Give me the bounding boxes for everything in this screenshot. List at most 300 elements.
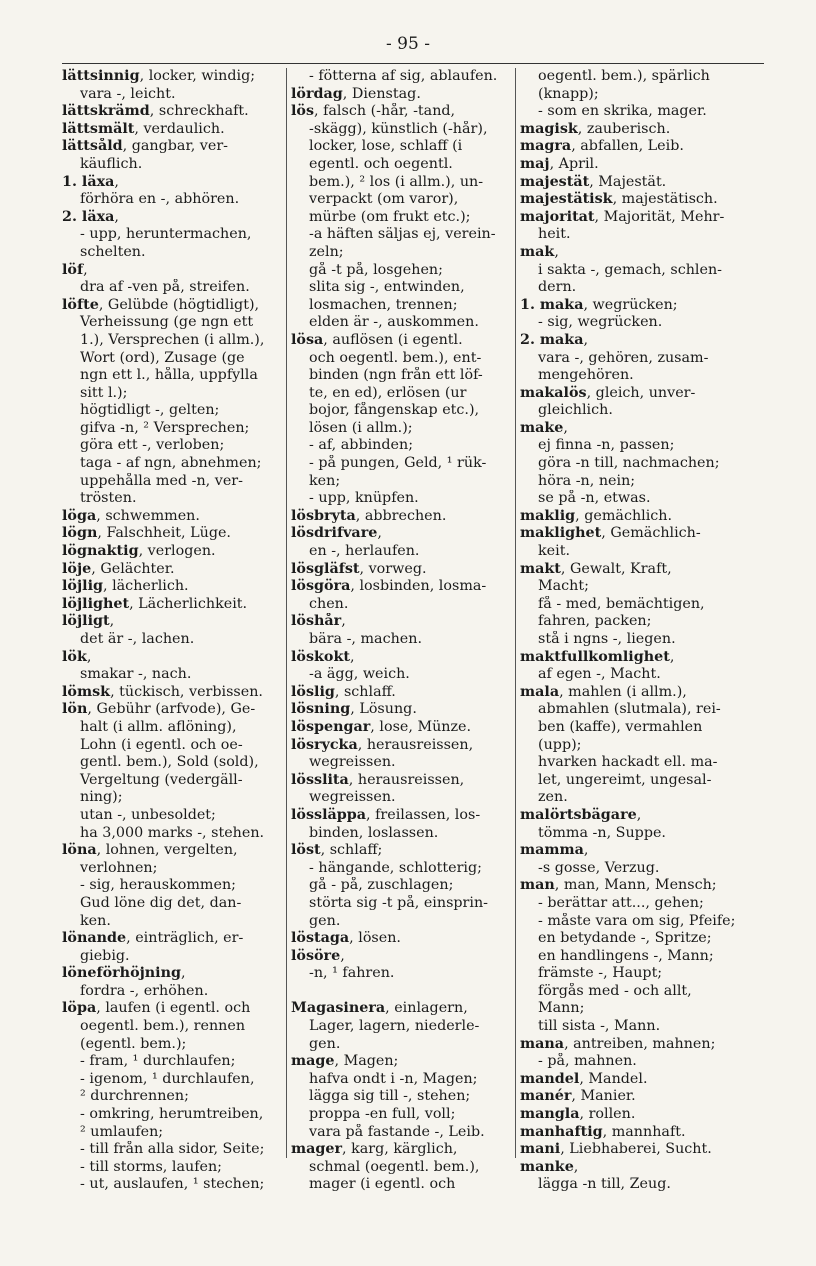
entry-continuation-line: oegentl. bem.), rennen bbox=[80, 1018, 246, 1035]
entry-continuation-line: - af, abbinden; bbox=[309, 437, 414, 454]
definition: , bbox=[83, 261, 88, 278]
entry-continuation-line: ² umlaufen; bbox=[80, 1123, 164, 1140]
entry-continuation-line: losmachen, trennen; bbox=[309, 296, 458, 313]
definition: , Manier. bbox=[571, 1088, 636, 1105]
headword: löje bbox=[62, 560, 92, 577]
entry-continuation-line: förhöra en -, abhören. bbox=[80, 191, 240, 208]
definition: , lohnen, vergelten, bbox=[96, 842, 238, 859]
headword: 1. läxa bbox=[62, 173, 115, 190]
entry-headword-line bbox=[291, 948, 513, 966]
headword: löjlighet bbox=[62, 595, 130, 612]
entry-continuation-line: wegreissen. bbox=[309, 754, 396, 771]
column-separator bbox=[515, 68, 516, 1158]
headword: Magasinera bbox=[291, 1000, 386, 1017]
headword: make bbox=[520, 419, 564, 436]
entry-headword-line bbox=[520, 508, 768, 526]
entry-continuation-line: oegentl. bem.), spärlich bbox=[538, 68, 710, 84]
entry-continuation-line: -n, ¹ fahren. bbox=[309, 965, 395, 982]
entry-headword-line bbox=[62, 930, 282, 948]
entry-headword-line bbox=[62, 262, 282, 280]
entry-continuation-line: gå - på, zuschlagen; bbox=[309, 877, 454, 894]
definition: , antreiben, mahnen; bbox=[564, 1035, 716, 1052]
definition: , gleich, unver- bbox=[586, 384, 696, 401]
entry-headword-line bbox=[291, 772, 513, 790]
definition: , schwemmen. bbox=[96, 507, 200, 524]
headword: löfte bbox=[62, 296, 99, 313]
entry-headword-line bbox=[62, 842, 282, 860]
entry-continuation-line: -a häften säljas ej, verein- bbox=[309, 226, 496, 243]
headword: maklig bbox=[520, 507, 576, 524]
entry-continuation-line: gentl. bem.), Sold (sold), bbox=[80, 754, 259, 771]
entry-continuation-line: halt (i allm. aflöning), bbox=[80, 718, 237, 735]
headword: lösdrifvare bbox=[291, 525, 378, 542]
definition: , einträglich, er- bbox=[126, 930, 244, 947]
definition: , schlaff. bbox=[334, 683, 396, 700]
entry-continuation-line: bem.), ² los (i allm.), un- bbox=[309, 173, 484, 190]
headword: manér bbox=[520, 1088, 572, 1105]
headword: lättsinnig bbox=[62, 68, 140, 84]
entry-continuation-line: (knapp); bbox=[538, 85, 599, 102]
entry-headword-line bbox=[62, 103, 282, 121]
headword: löjlig bbox=[62, 578, 103, 595]
definition: , Majestät. bbox=[589, 173, 667, 190]
entry-continuation-line: ha 3,000 marks -, stehen. bbox=[80, 824, 265, 841]
definition: , bbox=[583, 331, 589, 348]
definition: , bbox=[341, 613, 346, 630]
entry-headword-line bbox=[291, 578, 513, 596]
entry-headword-line bbox=[520, 1124, 768, 1142]
definition: , bbox=[349, 648, 355, 665]
definition: , zauberisch. bbox=[577, 120, 671, 137]
entry-continuation-line: ² durchrennen; bbox=[80, 1088, 189, 1105]
headword: mana bbox=[520, 1035, 565, 1052]
entry-continuation-line: - upp, knüpfen. bbox=[309, 490, 419, 507]
definition: , mannhaft. bbox=[602, 1123, 686, 1140]
entry-continuation-line: chen. bbox=[309, 595, 349, 612]
definition: , verdaulich. bbox=[134, 120, 225, 137]
entry-continuation-line: Mann; bbox=[538, 1000, 585, 1017]
headword: lättskrämd bbox=[62, 103, 150, 120]
entry-continuation-line: giebig. bbox=[80, 947, 130, 964]
definition: , bbox=[563, 419, 568, 436]
definition: , mahlen (i allm.), bbox=[559, 683, 687, 700]
headword: mage bbox=[291, 1053, 335, 1070]
entry-continuation-line: - upp, heruntermachen, bbox=[80, 226, 252, 243]
entry-continuation-line: se på -n, etwas. bbox=[538, 490, 651, 507]
entry-continuation-line: hvarken hackadt ell. ma- bbox=[538, 754, 718, 771]
entry-headword-line bbox=[291, 332, 513, 350]
headword: lössläppa bbox=[291, 806, 367, 823]
entry-continuation-line: - omkring, herumtreiben, bbox=[80, 1106, 264, 1123]
entry-headword-line bbox=[62, 121, 282, 139]
entry-continuation-line: ej finna -n, passen; bbox=[538, 437, 675, 454]
entry-continuation-line: zeln; bbox=[309, 243, 344, 260]
definition: , locker, windig; bbox=[139, 68, 256, 84]
entry-continuation-line: gå -t på, losgehen; bbox=[309, 261, 443, 278]
definition: , rollen. bbox=[579, 1106, 636, 1123]
entry-continuation-line: - sig, herauskommen; bbox=[80, 877, 236, 894]
entry-continuation-line: te, en ed), erlösen (ur bbox=[309, 384, 467, 401]
definition: , laufen (i egentl. och bbox=[96, 1000, 251, 1017]
entry-headword-line bbox=[62, 138, 282, 156]
definition: , abbrechen. bbox=[355, 507, 447, 524]
entry-continuation-line: Vergeltung (vedergäll- bbox=[80, 771, 243, 788]
entry-continuation-line: mager (i egentl. och bbox=[309, 1176, 456, 1193]
entry-continuation-line: - på, mahnen. bbox=[538, 1053, 637, 1070]
headword: malörtsbägare bbox=[520, 806, 637, 823]
headword: manke bbox=[520, 1158, 574, 1175]
definition: , bbox=[583, 842, 589, 859]
definition: , Falschheit, Lüge. bbox=[97, 525, 231, 542]
entry-continuation-line: smakar -, nach. bbox=[80, 666, 192, 683]
definition: , Gemächlich- bbox=[601, 525, 701, 542]
headword: löjligt bbox=[62, 613, 110, 630]
definition: , bbox=[114, 208, 119, 225]
entry-continuation-line: -a ägg, weich. bbox=[309, 666, 410, 683]
entry-headword-line bbox=[291, 1141, 513, 1159]
headword: mandel bbox=[520, 1070, 580, 1087]
column-separator bbox=[286, 68, 287, 1158]
entry-continuation-line: - måste vara om sig, Pfeife; bbox=[538, 912, 736, 929]
entry-continuation-line: ken. bbox=[80, 912, 111, 929]
entry-continuation-line: - fötterna af sig, ablaufen. bbox=[309, 68, 498, 84]
definition: , karg, kärglich, bbox=[342, 1141, 458, 1158]
headword: löstaga bbox=[291, 930, 350, 947]
headword: man bbox=[520, 877, 555, 894]
entry-continuation-line: lägga sig till -, stehen; bbox=[309, 1088, 471, 1105]
entry-headword-line bbox=[62, 596, 282, 614]
headword: majestät bbox=[520, 173, 590, 190]
entry-headword-line bbox=[520, 1159, 768, 1177]
headword: mani bbox=[520, 1141, 561, 1158]
headword: lösgläfst bbox=[291, 560, 360, 577]
entry-headword-line bbox=[291, 613, 513, 631]
headword: lördag bbox=[291, 85, 343, 102]
headword: lös bbox=[291, 103, 315, 120]
headword: magisk bbox=[520, 120, 578, 137]
definition: , Lächerlichkeit. bbox=[129, 595, 248, 612]
headword: löskokt bbox=[291, 648, 350, 665]
entry-continuation-line: fordra -, erhöhen. bbox=[80, 982, 209, 999]
entry-continuation-line: till sista -, Mann. bbox=[538, 1018, 661, 1035]
definition: , lösen. bbox=[349, 930, 401, 947]
definition: , man, Mann, Mensch; bbox=[554, 877, 717, 894]
definition: , bbox=[669, 648, 675, 665]
headword: mala bbox=[520, 683, 560, 700]
headword: lögn bbox=[62, 525, 98, 542]
entry-continuation-line: abmahlen (slutmala), rei- bbox=[538, 701, 721, 718]
entry-continuation-line: elden är -, auskommen. bbox=[309, 314, 479, 331]
entry-headword-line bbox=[520, 174, 768, 192]
definition: , losbinden, losma- bbox=[350, 578, 487, 595]
entry-continuation-line: ngn ett l., hålla, uppfylla bbox=[80, 367, 258, 384]
entry-continuation-line: Wort (ord), Zusage (ge bbox=[80, 349, 245, 366]
entry-continuation-line: och oegentl. bem.), ent- bbox=[309, 349, 482, 366]
headword: lösslita bbox=[291, 771, 349, 788]
definition: , falsch (-hår, -tand, bbox=[314, 103, 456, 120]
headword: lögnaktig bbox=[62, 543, 139, 560]
headword: lösbryta bbox=[291, 507, 356, 524]
entry-continuation-line: högtidligt -, gelten; bbox=[80, 402, 220, 419]
headword: lök bbox=[62, 648, 87, 665]
entry-headword-line bbox=[520, 138, 768, 156]
entry-headword-line bbox=[520, 385, 768, 403]
entry-continuation-line: störta sig -t på, einsprin- bbox=[309, 894, 489, 911]
definition: , Majorität, Mehr- bbox=[594, 208, 725, 225]
headword: 2. läxa bbox=[62, 208, 115, 225]
headword: löneförhöjning bbox=[62, 965, 181, 982]
column-1 bbox=[62, 68, 282, 1194]
definition: , herausreissen, bbox=[348, 771, 465, 788]
entry-continuation-line: fahren, packen; bbox=[538, 613, 652, 630]
entry-headword-line bbox=[291, 561, 513, 579]
definition: , gemächlich. bbox=[575, 507, 673, 524]
entry-continuation-line: Gud löne dig det, dan- bbox=[80, 894, 242, 911]
entry-continuation-line: vara -, gehören, zusam- bbox=[538, 349, 709, 366]
entry-continuation-line: verpackt (om varor), bbox=[309, 191, 459, 208]
entry-continuation-line: bojor, fångenskap etc.), bbox=[309, 402, 480, 419]
entry-continuation-line: vara på fastande -, Leib. bbox=[309, 1123, 485, 1140]
definition: , Lösung. bbox=[350, 701, 417, 718]
definition: , wegrücken; bbox=[583, 296, 678, 313]
entry-continuation-line: let, ungereimt, ungesal- bbox=[538, 771, 712, 788]
headword: löslig bbox=[291, 683, 335, 700]
entry-headword-line bbox=[291, 508, 513, 526]
definition: , Gelübde (högtidligt), bbox=[98, 296, 260, 313]
entry-continuation-line bbox=[291, 983, 513, 1001]
headword: lösa bbox=[291, 331, 324, 348]
entry-headword-line bbox=[291, 807, 513, 825]
entry-headword-line bbox=[291, 737, 513, 755]
entry-headword-line bbox=[291, 684, 513, 702]
entry-continuation-line: proppa -en full, voll; bbox=[309, 1106, 456, 1123]
entry-continuation-line: Verheissung (ge ngn ett bbox=[80, 314, 254, 331]
definition: , bbox=[86, 648, 92, 665]
entry-continuation-line: binden (ngn från ett löf- bbox=[309, 367, 483, 384]
entry-continuation-line: -s gosse, Verzug. bbox=[538, 859, 660, 876]
definition: , bbox=[573, 1158, 579, 1175]
definition: , Liebhaberei, Sucht. bbox=[560, 1141, 712, 1158]
definition: , Gelächter. bbox=[91, 560, 175, 577]
entry-continuation-line: en -, herlaufen. bbox=[309, 543, 420, 560]
headword: lösöre bbox=[291, 947, 341, 964]
entry-headword-line bbox=[62, 543, 282, 561]
entry-headword-line bbox=[520, 807, 768, 825]
entry-headword-line bbox=[291, 1053, 513, 1071]
entry-continuation-line: göra -n till, nachmachen; bbox=[538, 455, 720, 472]
definition: , bbox=[377, 525, 382, 542]
entry-continuation-line: ben (kaffe), vermahlen bbox=[538, 718, 703, 735]
definition: , Gewalt, Kraft, bbox=[560, 560, 672, 577]
entry-continuation-line: käuflich. bbox=[80, 155, 143, 172]
entry-continuation-line: höra -n, nein; bbox=[538, 472, 636, 489]
headword: lättsmält bbox=[62, 120, 135, 137]
headword: löpa bbox=[62, 1000, 97, 1017]
definition: , bbox=[181, 965, 186, 982]
entry-headword-line bbox=[291, 719, 513, 737]
entry-headword-line bbox=[62, 209, 282, 227]
entry-headword-line bbox=[291, 701, 513, 719]
entry-continuation-line: ning); bbox=[80, 789, 123, 806]
entry-headword-line bbox=[520, 121, 768, 139]
entry-continuation-line: hafva ondt i -n, Magen; bbox=[309, 1070, 478, 1087]
entry-headword-line bbox=[62, 508, 282, 526]
definition: , bbox=[636, 806, 642, 823]
headword: mak bbox=[520, 243, 555, 260]
entry-headword-line bbox=[62, 684, 282, 702]
entry-continuation-line: - hängande, schlotterig; bbox=[309, 859, 482, 876]
entry-continuation-line: sitt l.); bbox=[80, 384, 128, 401]
entry-headword-line bbox=[62, 701, 282, 719]
definition: , majestätisch. bbox=[612, 191, 718, 208]
entry-continuation-line: (egentl. bem.); bbox=[80, 1035, 187, 1052]
entry-continuation-line: taga - af ngn, abnehmen; bbox=[80, 455, 262, 472]
definition: , freilassen, los- bbox=[366, 806, 481, 823]
entry-headword-line bbox=[520, 420, 768, 438]
entry-continuation-line: gen. bbox=[309, 1035, 341, 1052]
entry-headword-line bbox=[291, 1000, 513, 1018]
entry-continuation-line: vara -, leicht. bbox=[80, 85, 176, 102]
headword: makalös bbox=[520, 384, 587, 401]
header-rule bbox=[62, 63, 764, 64]
entry-headword-line bbox=[62, 578, 282, 596]
definition: , lächerlich. bbox=[103, 578, 189, 595]
entry-headword-line bbox=[520, 842, 768, 860]
entry-continuation-line: af egen -, Macht. bbox=[538, 666, 661, 683]
entry-continuation-line: 1.), Versprechen (i allm.), bbox=[80, 331, 265, 348]
entry-continuation-line: heit. bbox=[538, 226, 571, 243]
headword: magra bbox=[520, 138, 572, 155]
headword: löst bbox=[291, 842, 321, 859]
entry-headword-line bbox=[520, 1036, 768, 1054]
entry-continuation-line: -skägg), künstlich (-hår), bbox=[309, 120, 488, 137]
definition: , Dienstag. bbox=[342, 85, 421, 102]
headword: maklighet bbox=[520, 525, 602, 542]
entry-headword-line bbox=[520, 332, 768, 350]
entry-headword-line bbox=[520, 684, 768, 702]
definition: , gangbar, ver- bbox=[122, 138, 229, 155]
definition: , lose, Münze. bbox=[370, 718, 472, 735]
entry-headword-line bbox=[520, 1071, 768, 1089]
entry-continuation-line: (upp); bbox=[538, 736, 582, 753]
entry-continuation-line: - fram, ¹ durchlaufen; bbox=[80, 1053, 236, 1070]
entry-continuation-line: bära -, machen. bbox=[309, 631, 423, 647]
entry-continuation-line: - ut, auslaufen, ¹ stechen; bbox=[80, 1176, 265, 1193]
definition: , Magen; bbox=[334, 1053, 399, 1070]
headword: 2. maka bbox=[520, 331, 584, 348]
entry-headword-line bbox=[62, 613, 282, 631]
entry-headword-line bbox=[291, 103, 513, 121]
entry-continuation-line: dern. bbox=[538, 279, 577, 296]
entry-continuation-line: en handlingens -, Mann; bbox=[538, 947, 714, 964]
entry-headword-line bbox=[520, 1106, 768, 1124]
entry-continuation-line: i sakta -, gemach, schlen- bbox=[538, 261, 722, 278]
entry-continuation-line: trösten. bbox=[80, 490, 137, 507]
entry-headword-line bbox=[62, 525, 282, 543]
definition: , tückisch, verbissen. bbox=[110, 683, 263, 700]
entry-continuation-line: det är -, lachen. bbox=[80, 631, 195, 647]
headword: maktfullkomlighet bbox=[520, 648, 670, 665]
definition: , bbox=[114, 173, 119, 190]
entry-continuation-line: mengehören. bbox=[538, 367, 634, 384]
headword: lön bbox=[62, 701, 88, 718]
entry-continuation-line: dra af -ven på, streifen. bbox=[80, 279, 250, 296]
entry-continuation-line: - till från alla sidor, Seite; bbox=[80, 1141, 265, 1158]
entry-continuation-line: - berättar att..., gehen; bbox=[538, 894, 704, 911]
entry-continuation-line: binden, loslassen. bbox=[309, 824, 439, 841]
column-2 bbox=[291, 68, 513, 1194]
entry-headword-line bbox=[520, 191, 768, 209]
entry-headword-line bbox=[520, 244, 768, 262]
entry-continuation-line: förgås med - och allt, bbox=[538, 982, 692, 999]
entry-continuation-line: tömma -n, Suppe. bbox=[538, 824, 666, 841]
entry-headword-line bbox=[62, 68, 282, 86]
entry-continuation-line: utan -, unbesoldet; bbox=[80, 806, 216, 823]
headword: lösning bbox=[291, 701, 351, 718]
definition: , April. bbox=[549, 155, 599, 172]
entry-headword-line bbox=[520, 1141, 768, 1159]
entry-headword-line bbox=[62, 561, 282, 579]
column-3 bbox=[520, 68, 768, 1194]
entry-continuation-line: zen. bbox=[538, 789, 568, 806]
headword: lösrycka bbox=[291, 736, 358, 753]
definition: , verlogen. bbox=[138, 543, 216, 560]
entry-continuation-line: Lohn (i egentl. och oe- bbox=[80, 736, 243, 753]
entry-headword-line bbox=[62, 649, 282, 667]
entry-headword-line bbox=[520, 561, 768, 579]
definition: , Gebühr (arfvode), Ge- bbox=[87, 701, 256, 718]
entry-continuation-line: schmal (oegentl. bem.), bbox=[309, 1158, 480, 1175]
entry-continuation-line: ken; bbox=[309, 472, 341, 489]
headword: mager bbox=[291, 1141, 343, 1158]
entry-continuation-line: lösen (i allm.); bbox=[309, 419, 413, 436]
headword: lönande bbox=[62, 930, 127, 947]
entry-continuation-line: keit. bbox=[538, 543, 570, 560]
page-number: - 95 - bbox=[386, 34, 430, 54]
entry-continuation-line: mürbe (om frukt etc.); bbox=[309, 208, 471, 225]
entry-headword-line bbox=[520, 649, 768, 667]
entry-continuation-line: uppehålla med -n, ver- bbox=[80, 472, 243, 489]
entry-continuation-line: locker, lose, schlaff (i bbox=[309, 138, 463, 155]
entry-headword-line bbox=[291, 842, 513, 860]
headword: 1. maka bbox=[520, 296, 584, 313]
entry-headword-line bbox=[291, 525, 513, 543]
headword: lättsåld bbox=[62, 138, 123, 155]
headword: löga bbox=[62, 507, 97, 524]
entry-headword-line bbox=[520, 297, 768, 315]
entry-headword-line bbox=[291, 86, 513, 104]
entry-headword-line bbox=[62, 1000, 282, 1018]
entry-headword-line bbox=[62, 965, 282, 983]
entry-continuation-line: främste -, Haupt; bbox=[538, 965, 663, 982]
entry-continuation-line: gleichlich. bbox=[538, 402, 613, 419]
definition: , bbox=[340, 947, 345, 964]
entry-continuation-line: - på pungen, Geld, ¹ rük- bbox=[309, 455, 487, 472]
entry-continuation-line: egentl. och oegentl. bbox=[309, 155, 453, 172]
headword: löshår bbox=[291, 613, 342, 630]
entry-continuation-line: slita sig -, entwinden, bbox=[309, 279, 465, 296]
entry-headword-line bbox=[520, 877, 768, 895]
definition: , herausreissen, bbox=[357, 736, 474, 753]
definition: , Mandel. bbox=[579, 1070, 648, 1087]
definition: , einlagern, bbox=[385, 1000, 468, 1017]
entry-continuation-line: wegreissen. bbox=[309, 789, 396, 806]
entry-headword-line bbox=[520, 156, 768, 174]
entry-headword-line bbox=[62, 174, 282, 192]
definition: , bbox=[109, 613, 115, 630]
entry-continuation-line: Macht; bbox=[538, 578, 589, 595]
entry-continuation-line: - till storms, laufen; bbox=[80, 1158, 222, 1175]
